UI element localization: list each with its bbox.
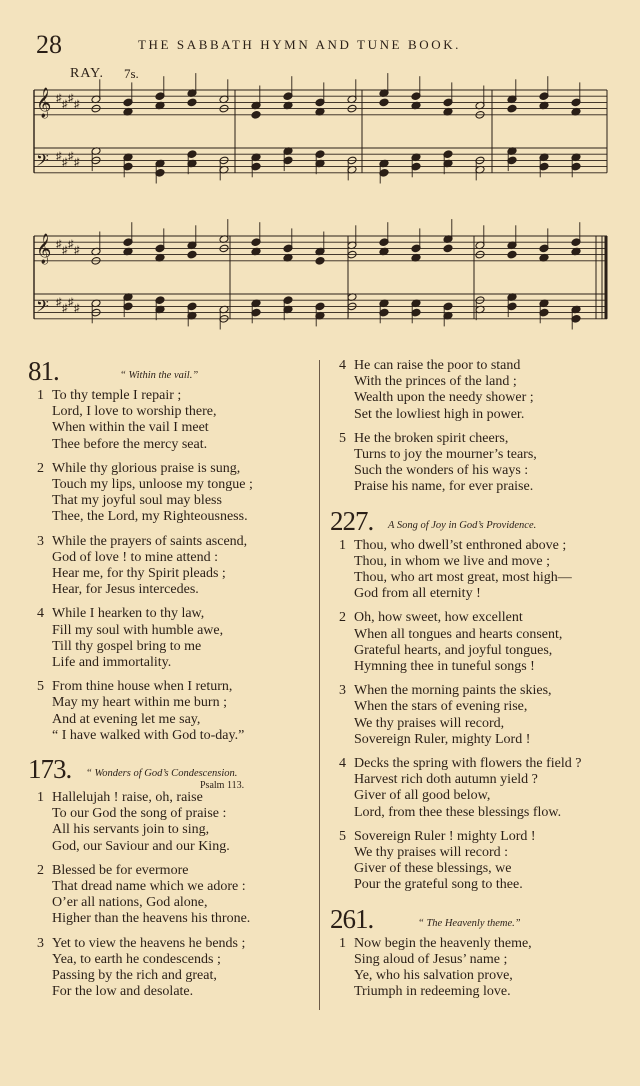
verse-line: Thee before the mercy seat.: [52, 436, 208, 452]
verse-line: With the princes of the land ;: [354, 374, 517, 390]
verse-line: That dread name which we adore :: [52, 879, 246, 895]
sharp-sign: ♯: [68, 150, 74, 163]
verse-line: Praise his name, for ever praise.: [354, 479, 534, 495]
hymn-number: 261.: [330, 903, 374, 934]
stanza: [28, 790, 318, 855]
note-head: [443, 244, 453, 253]
verse-line: For the low and desolate.: [52, 984, 194, 1000]
stanza-number: 3: [37, 935, 44, 951]
verse-line: Sovereign Ruler ! mighty Lord !: [354, 828, 536, 844]
stanza-number: 2: [37, 460, 44, 476]
note-head: [187, 250, 197, 259]
verse-line: Ye, who his salvation prove,: [354, 968, 513, 984]
stanza-number: 5: [339, 828, 346, 844]
verse-line: When within the vail I meet: [52, 420, 209, 436]
note-head: [507, 250, 517, 259]
note-head: [315, 256, 325, 265]
stanza-number: 4: [339, 358, 346, 373]
sharp-sign: ♯: [74, 156, 80, 169]
verse-line: To thy temple I repair ;: [52, 388, 182, 403]
note-head: [379, 98, 389, 107]
verse-line: Till thy gospel bring to me: [52, 638, 202, 654]
stanza: [330, 683, 630, 748]
treble-clef: 𝄞: [36, 88, 52, 119]
treble-clef: 𝄞: [36, 234, 52, 265]
stanza-number: 1: [37, 790, 44, 806]
verse-line: Fill my soul with humble awe,: [52, 622, 224, 638]
verse-line: May my heart within me burn ;: [52, 695, 227, 711]
sharp-sign: ♯: [62, 98, 68, 111]
verse-line: Grateful hearts, and joyful tongues,: [354, 642, 553, 658]
verse-line: Hear, for Jesus intercedes.: [52, 582, 199, 598]
verse-line: Lord, I love to worship there,: [52, 404, 217, 420]
verse-line: While thy glorious praise is sung,: [52, 460, 241, 476]
verse-line: Giver of these blessings, we: [354, 861, 512, 877]
stanza-number: 5: [339, 430, 346, 446]
verse-line: While the prayers of saints ascend,: [52, 533, 248, 549]
verse-line: God, our Saviour and our King.: [52, 838, 230, 854]
verse-line: Set the lowliest high in power.: [354, 406, 525, 422]
bass-clef: 𝄢: [36, 296, 49, 321]
sharp-sign: ♯: [74, 244, 80, 257]
stanza: [330, 936, 630, 1001]
verse-line: To our God the song of praise :: [52, 806, 227, 822]
hymn-173: [28, 756, 318, 1000]
stanza: [28, 606, 318, 671]
verse-line: Lord, from thee these blessings flow.: [354, 804, 562, 820]
stanza: [330, 610, 630, 675]
verse-line: Sing aloud of Jesus’ name ;: [354, 951, 508, 967]
verse-line: Yet to view the heavens he bends ;: [52, 935, 246, 951]
verse-line: He can raise the poor to stand: [354, 358, 521, 373]
music-score: [0, 0, 640, 345]
sharp-sign: ♯: [56, 296, 62, 309]
hymn-scripture-ref: Psalm 113.: [200, 780, 245, 792]
hymn-227: [330, 505, 630, 894]
hymn-title: “ Wonders of God’s Condescension.: [86, 768, 238, 780]
stanza-number: 3: [339, 683, 346, 699]
stanza-number: 3: [37, 533, 44, 549]
verse-line: Thou, in whom we live and move ;: [354, 553, 550, 569]
stanza-number: 5: [37, 679, 44, 695]
verse-line: Turns to joy the mourner’s tears,: [354, 447, 537, 463]
page-number: 28: [36, 30, 62, 59]
stanza: [28, 936, 318, 1001]
sharp-sign: ♯: [74, 302, 80, 315]
stanza-number: 2: [339, 610, 346, 626]
sharp-sign: ♯: [56, 150, 62, 163]
verse-line: When the stars of evening rise,: [354, 699, 528, 715]
note-head: [251, 110, 261, 119]
stanza: [330, 756, 630, 821]
tune-name: RAY.: [70, 66, 104, 81]
verse-line: O’er all nations, God alone,: [52, 895, 208, 911]
verse-line: Sovereign Ruler, mighty Lord !: [354, 731, 531, 747]
stanza: [330, 829, 630, 894]
hymn-title: A Song of Joy in God’s Providence.: [388, 519, 537, 531]
verse-line: Wealth upon the needy shower ;: [354, 390, 534, 406]
sharp-sign: ♯: [68, 238, 74, 251]
verse-line: God from all eternity !: [354, 586, 481, 602]
verse-line: We thy praises will record,: [354, 715, 505, 731]
note-head: [507, 104, 517, 113]
verse-line: Yea, to earth he condescends ;: [52, 951, 221, 967]
bass-clef: 𝄢: [36, 150, 49, 175]
stanza-number: 4: [339, 756, 346, 772]
right-column: [330, 358, 630, 1009]
verse-line: “ I have walked with God to-day.”: [52, 727, 245, 743]
verse-line: Blessed be for evermore: [52, 862, 189, 878]
verse-line: While I hearken to thy law,: [52, 606, 205, 622]
stanza: [28, 679, 318, 744]
sharp-sign: ♯: [62, 302, 68, 315]
stanza: [330, 538, 630, 603]
verse-line: Harvest rich doth autumn yield ?: [354, 772, 538, 788]
verse-line: Such the wonders of his ways :: [354, 463, 529, 479]
stanza: [28, 388, 318, 453]
verse-line: Thou, who dwell’st enthroned above ;: [354, 537, 567, 553]
verse-line: Touch my lips, unloose my tongue ;: [52, 477, 253, 493]
verse-line: From thine house when I return,: [52, 679, 233, 695]
verse-line: Higher than the heavens his throne.: [52, 911, 251, 927]
verse-line: Thee, the Lord, my Righteousness.: [52, 509, 248, 525]
hymn-81: [28, 358, 318, 744]
verse-line: Giver of all good below,: [354, 788, 491, 804]
verse-line: Passing by the rich and great,: [52, 968, 217, 984]
sharp-sign: ♯: [68, 296, 74, 309]
sharp-sign: ♯: [62, 156, 68, 169]
stanza-number: 1: [37, 388, 44, 403]
verse-line: He the broken spirit cheers,: [354, 430, 509, 446]
stanza-number: 1: [339, 537, 346, 553]
verse-line: Triumph in redeeming love.: [354, 984, 511, 1000]
verse-line: All his servants join to sing,: [52, 822, 210, 838]
sharp-sign: ♯: [62, 244, 68, 257]
sharp-sign: ♯: [68, 92, 74, 105]
verse-line: Decks the spring with flowers the field ?: [354, 756, 582, 772]
running-title: THE SABBATH HYMN AND TUNE BOOK.: [138, 37, 462, 52]
verse-line: Hymning thee in tuneful songs !: [354, 659, 535, 675]
hymn-number: 81.: [28, 356, 59, 386]
stanza: [28, 534, 318, 599]
verse-line: We thy praises will record :: [354, 845, 508, 861]
verse-line: God of love ! to mine attend :: [52, 549, 219, 565]
verse-line: Hallelujah ! raise, oh, raise: [52, 790, 203, 806]
stanza: [330, 358, 630, 423]
stanza: [28, 863, 318, 928]
hymn-title: “ The Heavenly theme.”: [418, 917, 521, 929]
verse-line: And at evening let me say,: [52, 711, 201, 727]
verse-line: Now begin the heavenly theme,: [354, 935, 532, 951]
verse-line: Hear me, for thy Spirit pleads ;: [52, 566, 226, 582]
stanza-number: 4: [37, 606, 44, 622]
sharp-sign: ♯: [56, 238, 62, 251]
stanza: [28, 461, 318, 526]
verse-line: Thou, who art most great, most high—: [354, 570, 572, 586]
tune-meter: 7s.: [124, 66, 139, 81]
verse-line: Pour the grateful song to thee.: [354, 877, 523, 893]
hymn-261: [330, 903, 630, 1001]
hymn-number: 173.: [28, 754, 72, 785]
left-column: [28, 358, 318, 1009]
hymn-number: 227.: [330, 505, 374, 536]
sharp-sign: ♯: [56, 92, 62, 105]
stanza-number: 1: [339, 935, 346, 951]
stanza: [330, 431, 630, 496]
sharp-sign: ♯: [74, 98, 80, 111]
verse-line: That my joyful soul may bless: [52, 493, 222, 509]
column-divider: [319, 360, 320, 1010]
note-head: [187, 98, 197, 107]
verse-line: When the morning paints the skies,: [354, 683, 552, 699]
stanza-number: 2: [37, 862, 44, 878]
hymn-title: “ Within the vail.”: [120, 370, 199, 381]
verse-line: When all tongues and hearts consent,: [354, 626, 563, 642]
verse-line: Life and immortality.: [52, 655, 172, 671]
verse-line: Oh, how sweet, how excellent: [354, 610, 523, 626]
